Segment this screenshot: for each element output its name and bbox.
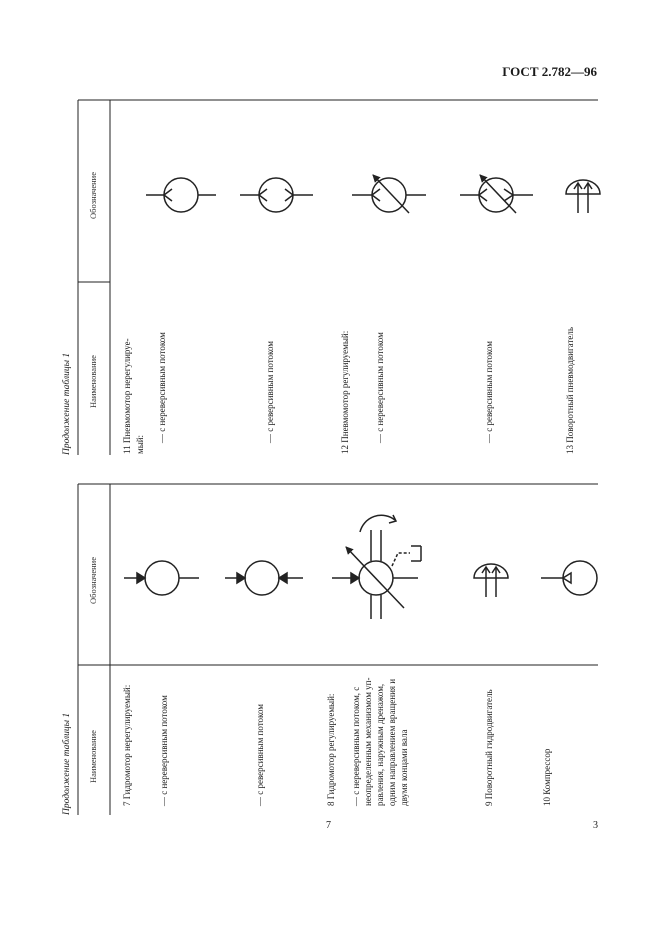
adjustable-pneumo-motor-both-icon (460, 175, 533, 213)
adjustable-motor-icon (332, 515, 421, 619)
page-number-right: 3 (593, 820, 598, 831)
right-row-12a: — с нереверсивным потоком (375, 332, 385, 443)
right-row-11b: — с реверсивным потоком (265, 340, 275, 443)
right-table-frame (78, 100, 598, 455)
left-row-8a-line-2: неопределенным механизмом уп- (363, 677, 373, 806)
right-row-12: 12 Пневмомотор регулируемый: (340, 330, 350, 454)
pneumo-motor-both-out-icon (240, 178, 313, 212)
rotary-actuator-icon (474, 564, 508, 597)
left-row-8a-line-3: равления, наружным дренажом, (375, 683, 385, 806)
left-table-name-header: Наименование (88, 730, 98, 783)
left-row-10: 10 Компрессор (542, 748, 552, 806)
right-table-caption: Продолжение таблицы 1 (62, 352, 72, 455)
left-row-8a-line-1: — с нереверсивным потоком, с (351, 686, 361, 806)
right-row-11-line-2: мый: (135, 434, 145, 454)
compressor-icon (541, 561, 597, 595)
left-row-7: 7 Гидромотор нерегулируемый: (122, 684, 132, 806)
page-number-left: 7 (326, 820, 331, 831)
pneumo-motor-out-icon (146, 178, 216, 212)
right-table-name-header: Наименование (88, 355, 98, 408)
left-table-frame (78, 484, 598, 815)
left-table-caption: Продолжение таблицы 1 (62, 712, 72, 815)
right-row-11-line-1: 11 Пневмомотор нерегулируе- (122, 338, 132, 454)
left-row-9: 9 Поворотный гидродвигатель (484, 689, 494, 806)
adjustable-pneumo-motor-icon (352, 175, 426, 213)
right-table-symbol-header: Обозначение (88, 172, 98, 219)
pneumo-rotary-actuator-icon (566, 180, 600, 213)
page-header-standard: ГОСТ 2.782—96 (502, 64, 597, 79)
motor-arrow-in-both-icon (225, 561, 303, 595)
left-row-7a: — с нереверсивным потоком (159, 695, 169, 806)
right-row-13: 13 Поворотный пневмодвигатель (565, 327, 575, 454)
left-row-8a-line-4: одним направлением вращения и (387, 678, 397, 806)
left-row-8a-line-5: двумя концами вала (399, 729, 409, 806)
left-table-symbol-header: Обозначение (88, 557, 98, 604)
motor-arrow-in-left-icon (124, 561, 199, 595)
right-row-12b: — с реверсивным потоком (484, 340, 494, 443)
left-row-7b: — с реверсивным потоком (255, 703, 265, 806)
left-row-8: 8 Гидромотор регулируемый: (326, 693, 336, 806)
right-row-11a: — с нереверсивным потоком (157, 332, 167, 443)
